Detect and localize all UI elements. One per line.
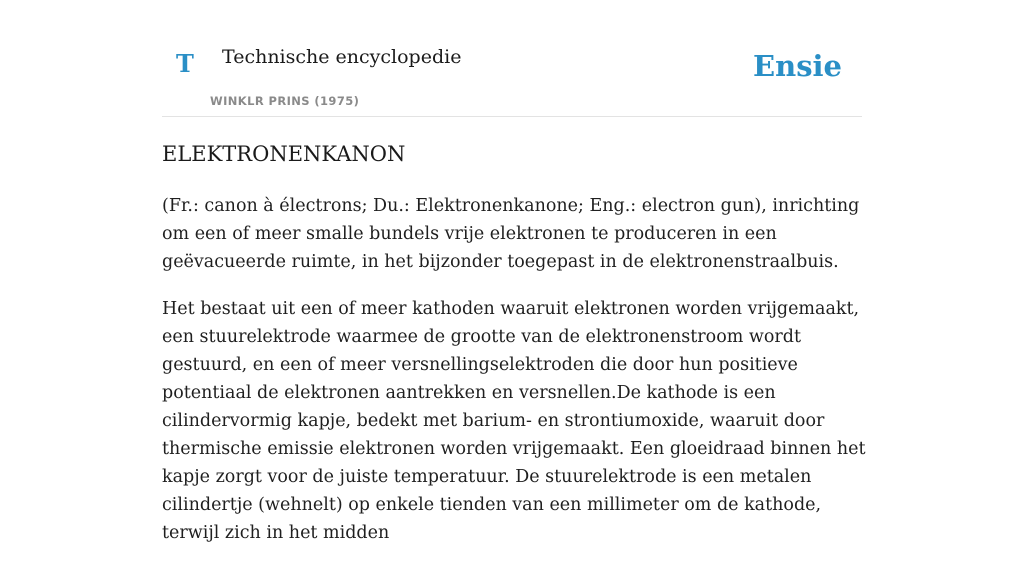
header: [162, 0, 862, 117]
book-source-label: WINKLR PRINS (1975): [210, 94, 360, 108]
article-paragraph: (Fr.: canon à électrons; Du.: Elektronenkanone; Eng.: electron gun), inrichting om een of meer smalle bundels vrije elektronen te produceren in een geëvacueerde ruimte, in het bijzonder toegepast in de elektronenstraalbuis.: [162, 196, 860, 272]
ensie-logo-link[interactable]: Ensie: [753, 49, 842, 83]
book-logo[interactable]: T: [176, 49, 194, 78]
article-body: [162, 192, 867, 566]
entry-title: ELEKTRONENKANON: [162, 142, 406, 166]
book-title-link[interactable]: Technische encyclopedie: [222, 46, 462, 68]
article-paragraph: Het bestaat uit een of meer kathoden waaruit elektronen worden vrijgemaakt, een stuurelektrode waarmee de grootte van de elektronenstroom wordt gestuurd, en een of meer versnellingselektroden die door hun positieve potentiaal de elektronen aantrekken en versnellen.De kathode is een cilindervormig kapje, bedekt met barium- en strontiumoxide, waaruit door thermische emissie elektronen worden vrijgemaakt. Een gloeidraad binnen het kapje zorgt voor de juiste temperatuur. De stuurelektrode is een metalen cilindertje (wehnelt) op enkele tienden van een millimeter om de kathode, terwijl zich in het midden: [162, 299, 866, 543]
